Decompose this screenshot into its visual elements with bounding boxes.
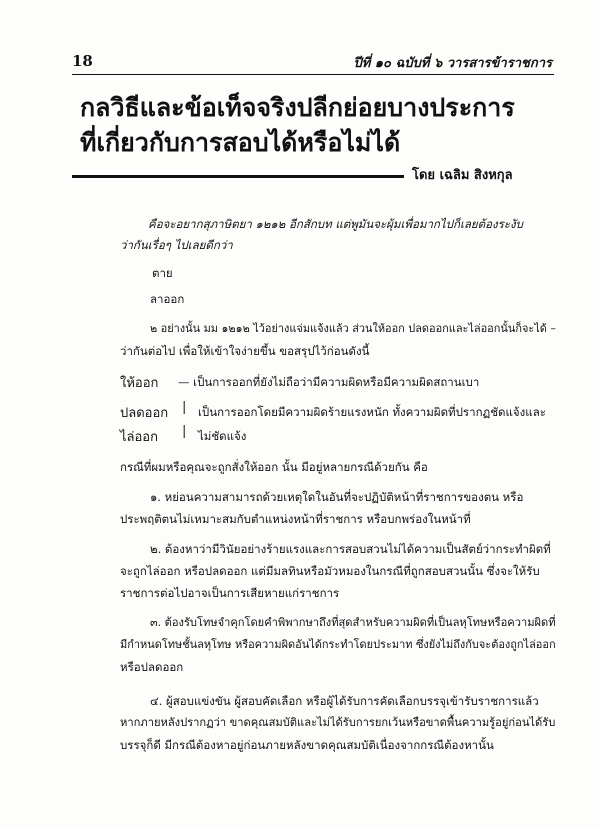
bracket-lai-ok: | [182,424,187,439]
item-2-line-2: จะถูกไล่ออก หรือปลดออก แต่มีมลทินหรือมัวหมองในกรณีที่ถูกสอบสวนนั้น ซึ่งจะให้รับ [120,564,540,578]
running-header: ปีที่ ๑๐ ฉบับที่ ๖ วารสารข้าราชการ [353,56,552,71]
author-byline: โดย เฉลิม สิงหกุล [412,168,513,183]
item-2-line-1: ๒. ต้องหาว่ามีวินัยอย่างร้ายแรงและการสอบสวนไม่ได้ความเป็นสัตย์ว่ากระทำผิดที่ [150,542,551,556]
para-intro-line-2: ว่ากันต่อไป เพื่อให้เข้าใจง่ายขึ้น ขอสรุปไว้ก่อนดังนี้ [120,344,370,358]
item-1-line-1: ๑. หย่อนความสามารถด้วยเหตุใดในอันที่จะปฏิบัติหน้าที่ราชการของตน หรือ [150,490,524,504]
header-rule [72,74,554,75]
def-plot-ok: เป็นการออกโดยมีความผิดร้ายแรงหนัก ทั้งความผิดที่ปรากฏชัดแจ้งและ [198,405,546,419]
epigraph-line-1: คือจะอยากสุภาษิตยา ๑๒๑๒ อีกสักบท แต่พูมันจะผุ้มเพื่อมากไปก็เลยต้องระงับ [148,217,523,231]
item-4-line-1: ๔. ผู้สอบแข่งขัน ผู้สอบคัดเลือก หรือผู้ได้รับการคัดเลือกบรรจุเข้ารับราชการแล้ว [150,694,539,708]
term-hai-ok: ให้ออก [120,376,159,391]
def-hai-ok: — เป็นการออกที่ยังไม่ถือว่ามีความผิดหรือมีความผิดสถานเบา [178,375,480,389]
item-4-line-2: หากภายหลังปรากฏว่า ขาดคุณสมบัติและไม่ได้รับการยกเว้นหรือขาดพื้นความรู้อยู่ก่อนได้รับ [120,716,556,729]
para-intro-line-1: ๒ อย่างนั้น มม ๑๒๑๒ ไว้อย่างแจ่มแจ้งแล้ว ส่วนให้ออก ปลดออกและไล่ออกนั้นก็จะได้ – [150,322,556,335]
item-1-line-2: ประพฤติตนไม่เหมาะสมกับตำแหน่งหน้าที่ราชการ หรือบกพร่องในหน้าที่ [120,512,471,526]
bracket-plot-ok: | [182,400,187,415]
item-2-line-3: ราชการต่อไปอาจเป็นการเสียหายแก่ราชการ [120,586,340,600]
epigraph-line-2: ว่ากันเรื่อๆ ไปเลยดีกว่า [120,238,233,252]
item-4-line-3: บรรจุก็ดี มีกรณีต้องหาอยู่ก่อนภายหลังขาดคุณสมบัติเนื่องจากกรณีต้องหานั้น [120,738,494,752]
word-la-ok: ลาออก [150,292,185,306]
term-lai-ok: ไล่ออก [120,430,158,445]
def-lai-ok: ไม่ชัดแจ้ง [198,429,247,443]
word-tai: ตาย [152,266,173,280]
page-number: 18 [72,52,93,70]
term-plot-ok: ปลดออก [120,406,169,421]
item-3-line-1: ๓. ต้องรับโทษจำคุกโดยคำพิพากษาถึงที่สุดสำหรับความผิดที่เป็นลหุโทษหรือความผิดที่ [150,616,556,629]
article-title-line-1: กลวิธีและข้อเท็จจริงปลีกย่อยบางประการ [80,93,515,122]
article-title-line-2: ที่เกี่ยวกับการสอบได้หรือไม่ได้ [80,128,401,157]
item-3-line-2: มีกำหนดโทษชั้นลหุโทษ หรือความผิดอันได้กระทำโดยประมาท ซึ่งยังไม่ถึงกับจะต้องถูกไล่ออก [120,638,556,651]
item-3-line-3: หรือปลดออก [120,660,184,674]
author-rule [72,175,404,178]
para-cases: กรณีที่ผมหรือคุณจะถูกสั่งให้ออก นั้น มีอยู่หลายกรณีด้วยกัน คือ [120,460,428,474]
